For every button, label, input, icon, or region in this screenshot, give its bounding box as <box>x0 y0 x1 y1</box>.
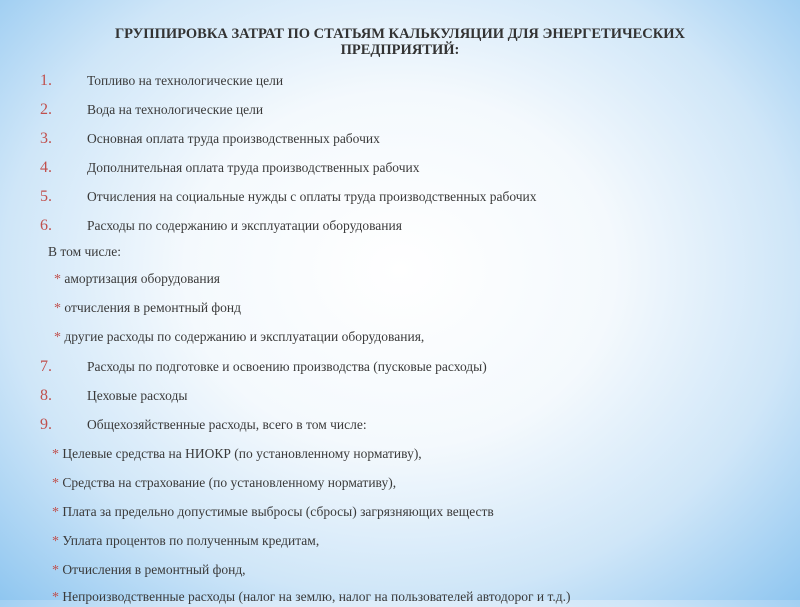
asterisk-bullet-icon: * <box>52 563 59 578</box>
item-text: Цеховые расходы <box>87 388 188 403</box>
asterisk-bullet-icon: * <box>52 590 59 605</box>
item-number: 4. <box>40 159 52 176</box>
item-number: 7. <box>40 358 52 375</box>
item-number: 3. <box>40 130 52 147</box>
sub-item-text: Плата за предельно допустимые выбросы (сбросы) загрязняющих веществ <box>62 504 494 519</box>
asterisk-bullet-icon: * <box>52 476 59 491</box>
sub-item-text: Целевые средства на НИОКР (по установленному нормативу), <box>62 446 422 461</box>
sub-list-item <box>52 474 396 493</box>
sub-item-text: Непроизводственные расходы (налог на землю, налог на пользователей автодорог и т.д.) <box>62 589 571 604</box>
item-text: Общехозяйственные расходы, всего в том числе: <box>87 417 367 432</box>
sub-list-item <box>52 532 319 551</box>
asterisk-bullet-icon: * <box>54 272 61 287</box>
asterisk-bullet-icon: * <box>54 301 61 316</box>
sub-list-item <box>54 270 220 289</box>
asterisk-bullet-icon: * <box>52 534 59 549</box>
item-number: 1. <box>40 72 52 89</box>
item-text: Основная оплата труда производственных рабочих <box>87 131 380 146</box>
asterisk-bullet-icon: * <box>54 330 61 345</box>
item-text: Вода на технологические цели <box>87 102 264 117</box>
sub-item-text: Уплата процентов по полученным кредитам, <box>62 533 320 548</box>
sub-list-item <box>54 328 424 347</box>
item-number: 6. <box>40 217 52 234</box>
item-text: Дополнительная оплата труда производственных рабочих <box>87 160 420 175</box>
item-number: 9. <box>40 416 52 433</box>
item-number: 5. <box>40 188 52 205</box>
slide-title: ГРУППИРОВКА ЗАТРАТ ПО СТАТЬЯМ КАЛЬКУЛЯЦИИ ДЛЯ ЭНЕРГЕТИЧЕСКИХ ПРЕДПРИЯТИЙ: <box>114 26 686 58</box>
sub-item-text: амортизация оборудования <box>64 271 221 286</box>
item-text: Расходы по подготовке и освоению производства (пусковые расходы) <box>87 359 487 374</box>
sub-item-text: Средства на страхование (по установленному нормативу), <box>62 475 397 490</box>
sub-list-item <box>52 503 494 522</box>
including-label: В том числе: <box>48 244 121 259</box>
sub-list-item <box>52 445 422 464</box>
sub-list-item <box>54 299 241 318</box>
asterisk-bullet-icon: * <box>52 505 59 520</box>
sub-item-text: отчисления в ремонтный фонд <box>64 300 242 315</box>
item-text: Отчисления на социальные нужды с оплаты труда производственных рабочих <box>87 189 537 204</box>
sub-list-item <box>52 561 246 580</box>
item-number: 2. <box>40 101 52 118</box>
item-text: Расходы по содержанию и эксплуатации оборудования <box>87 218 402 233</box>
item-number: 8. <box>40 387 52 404</box>
sub-list-item <box>52 588 571 607</box>
sub-item-text: Отчисления в ремонтный фонд, <box>62 562 246 577</box>
sub-item-text: другие расходы по содержанию и эксплуатации оборудования, <box>64 329 425 344</box>
item-text: Топливо на технологические цели <box>87 73 284 88</box>
asterisk-bullet-icon: * <box>52 447 59 462</box>
